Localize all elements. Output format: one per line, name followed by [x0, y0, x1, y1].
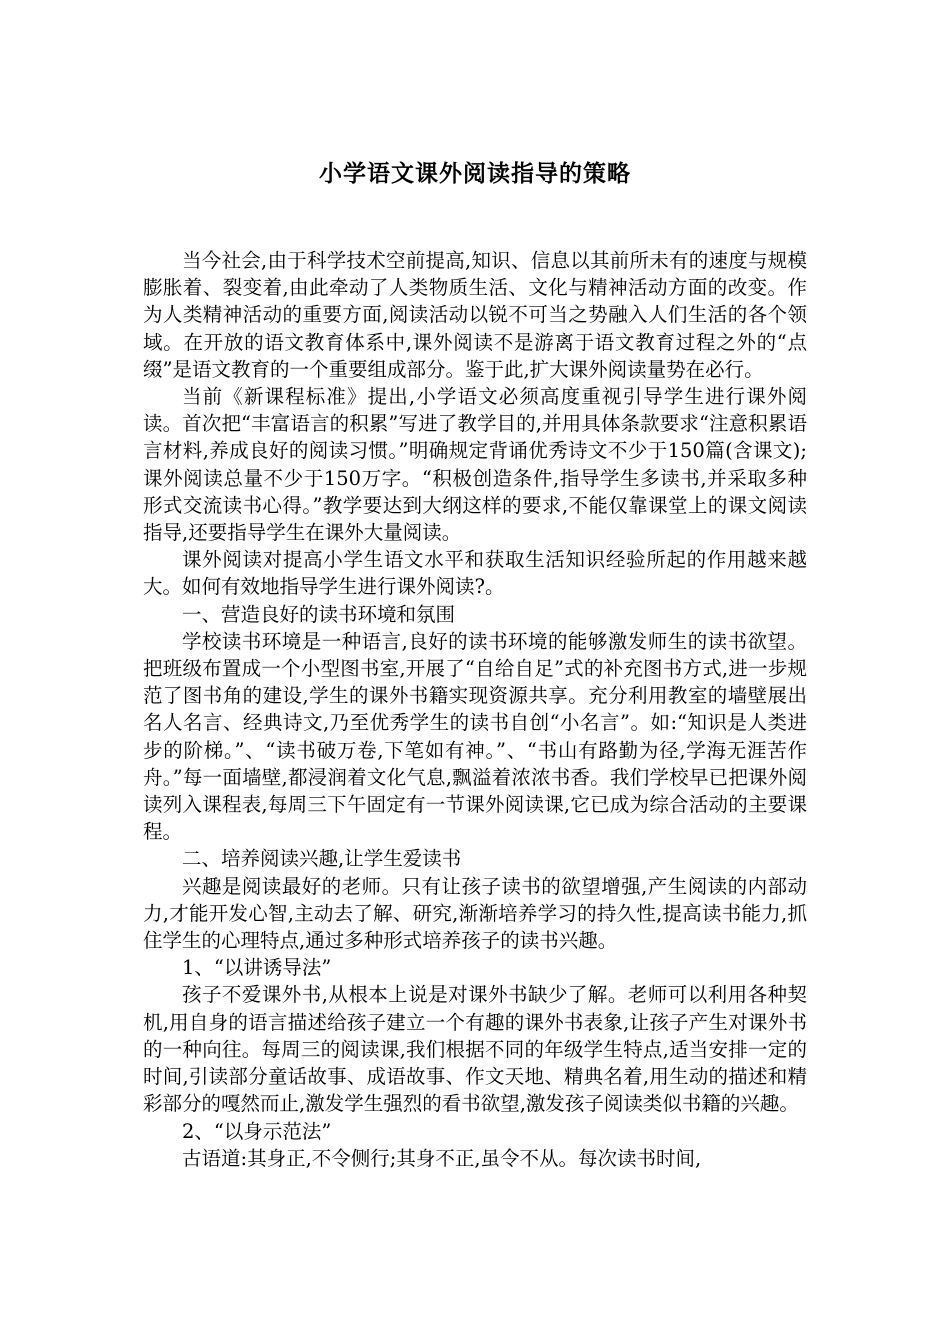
subsection-heading-2: 2、“以身示范法”: [182, 1119, 332, 1143]
paragraph-question: 课外阅读对提高小学生语文水平和获取生活知识经验所起的作用越来越大。如何有效地指导学生进行课外阅读?。: [143, 548, 807, 599]
section-heading-1: 一、营造良好的读书环境和氛围: [182, 602, 456, 626]
paragraph-reading-interest: 兴趣是阅读最好的老师。只有让孩子读书的欲望增强,产生阅读的内部动力,才能开发心智,主动去了解、研究,渐渐培养学习的持久性,提高读书能力,抓住学生的心理特点,通过多种形式培养孩子的读书兴趣。: [143, 874, 807, 953]
document-title: 小学语文课外阅读指导的策略: [319, 161, 631, 187]
paragraph-reading-environment: 学校读书环境是一种语言,良好的读书环境的能够激发师生的读书欲望。把班级布置成一个小型图书室,开展了“自给自足”式的补充图书方式,进一步规范了图书角的建设,学生的课外书籍实现资源共享。充分利用教室的墙壁展出名人名言、经典诗文,乃至优秀学生的读书自创“小名言”。如:“知识是人类进步的阶梯。”、“读书破万卷,下笔如有神。”、“书山有路勤为径,学海无涯苦作舟。”每一面墙壁,都浸润着文化气息,飘溢着浓浓书香。我们学校早已把课外阅读列入课程表,每周三下午固定有一节课外阅读课,它已成为综合活动的主要课程。: [143, 629, 807, 844]
paragraph-lead-by-example: 古语道:其身正,不令侧行;其身不正,虽令不从。每次读书时间,: [182, 1146, 702, 1170]
section-heading-2: 二、培养阅读兴趣,让学生爱读书: [182, 847, 462, 871]
paragraph-intro: 当今社会,由于科学技术空前提高,知识、信息以其前所未有的速度与规模膨胀着、裂变着,由此牵动了人类物质生活、文化与精神活动方面的改变。作为人类精神活动的重要方面,阅读活动以锐不可当之势融入人们生活的各个领域。在开放的语文教育体系中,课外阅读不是游离于语文教育过程之外的“点缀”是语文教育的一个重要组成部分。鉴于此,扩大课外阅读量势在必行。: [143, 249, 807, 381]
subsection-heading-1: 1、“以讲诱导法”: [182, 956, 332, 980]
paragraph-guided-telling: 孩子不爱课外书,从根本上说是对课外书缺少了解。老师可以利用各种契机,用自身的语言描述给孩子建立一个有趣的课外书表象,让孩子产生对课外书的一种向往。每周三的阅读课,我们根据不同的年级学生特点,适当安排一定的时间,引读部分童话故事、成语故事、作文天地、精典名着,用生动的描述和精彩部分的嘎然而止,激发学生强烈的看书欲望,激发孩子阅读类似书籍的兴趣。: [143, 983, 807, 1116]
document-body: [143, 247, 807, 1172]
paragraph-curriculum-standard: 当前《新课程标准》提出,小学语文必须高度重视引导学生进行课外阅读。首次把“丰富语言的积累”写进了教学目的,并用具体条款要求“注意积累语言材料,养成良好的阅读习惯。”明确规定背诵优秀诗文不少于150篇(含课文);课外阅读总量不少于150万字。“积极创造条件,指导学生多读书,并采取多种形式交流读书心得。”教学要达到大纲这样的要求,不能仅靠课堂上的课文阅读指导,还要指导学生在课外大量阅读。: [143, 385, 807, 545]
